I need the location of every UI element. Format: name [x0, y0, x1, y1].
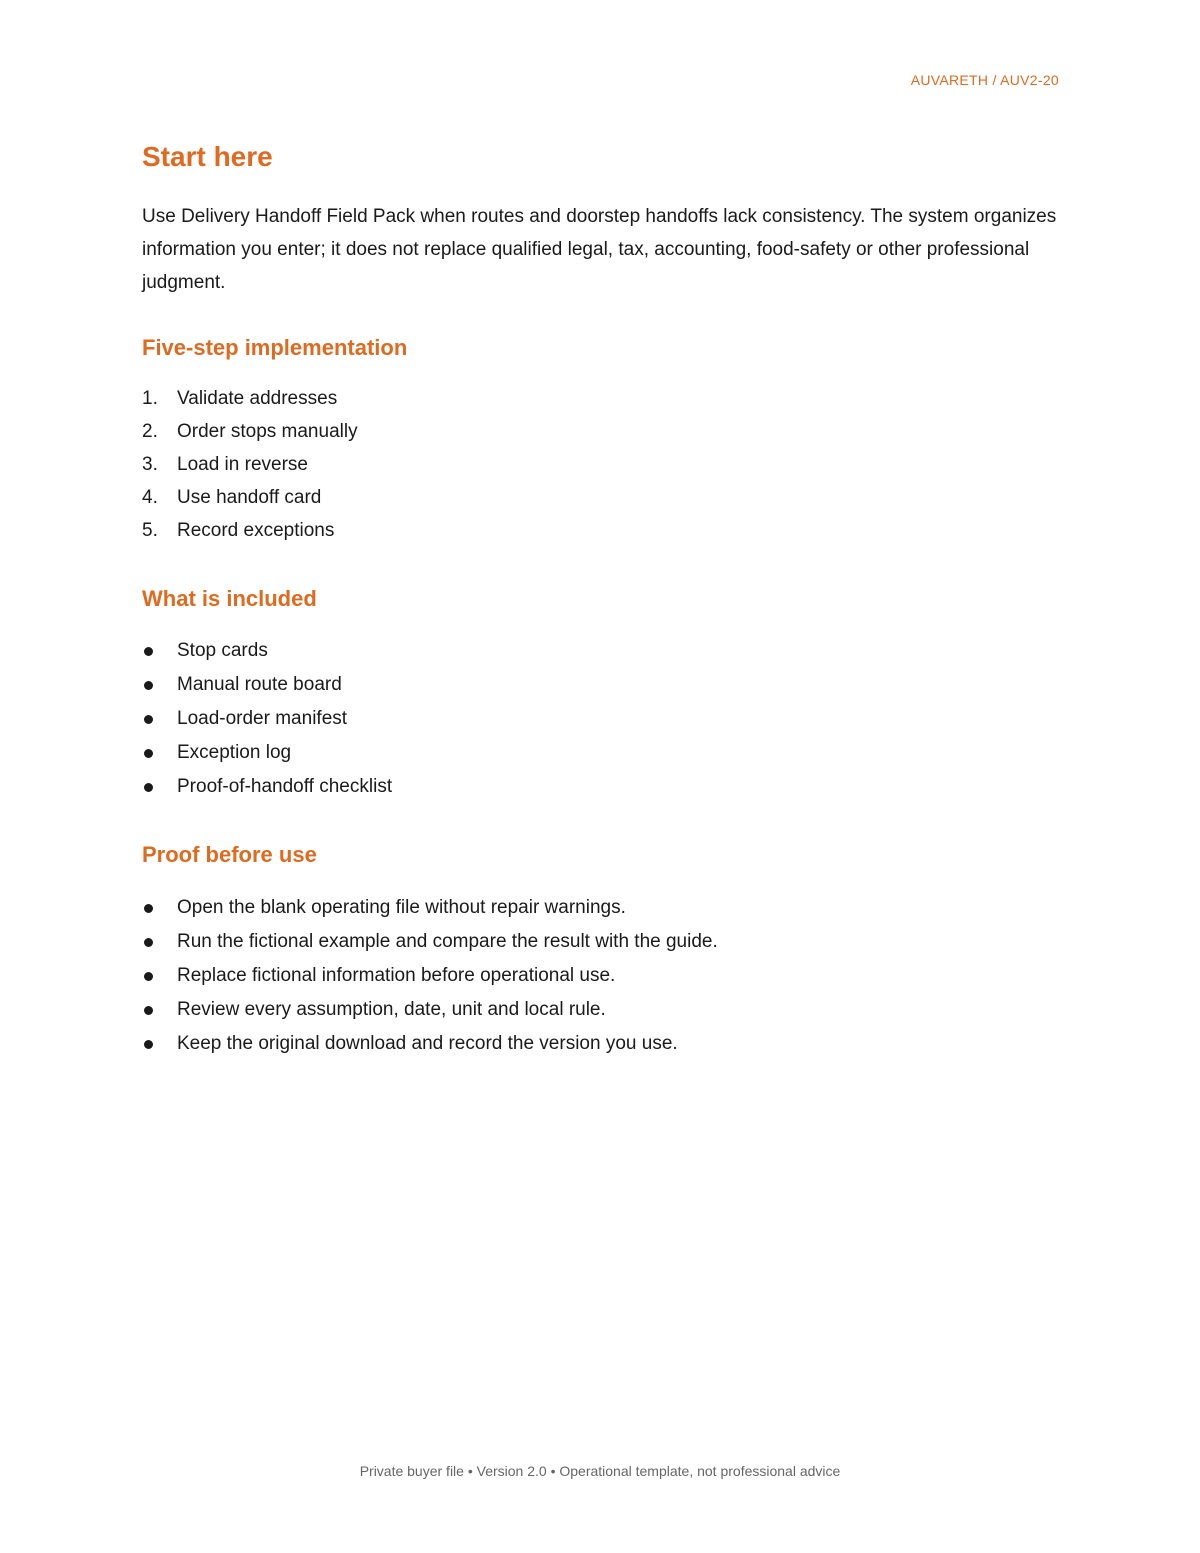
- included-item-text: Stop cards: [177, 640, 268, 662]
- document-body: [142, 140, 1062, 1061]
- bullet-icon: [144, 715, 153, 724]
- included-item-text: Manual route board: [177, 674, 342, 696]
- step-number: 5.: [142, 520, 158, 542]
- proof-item-text: Keep the original download and record the version you use.: [177, 1032, 678, 1054]
- bullet-marker: [142, 708, 177, 730]
- intro-paragraph: Use Delivery Handoff Field Pack when routes and doorstep handoffs lack consistency. The system organizes information you enter; it does not replace qualified legal, tax, accounting, food-safety or other professional judgment.: [142, 205, 1057, 293]
- list-item: [142, 770, 1062, 804]
- step-text: Validate addresses: [177, 388, 338, 410]
- step-text: Load in reverse: [177, 454, 308, 476]
- bullet-icon: [144, 1040, 153, 1049]
- included-heading: What is included: [142, 585, 317, 611]
- proof-item-text: Review every assumption, date, unit and local rule.: [177, 998, 606, 1020]
- included-item-text: Load-order manifest: [177, 708, 348, 730]
- bullet-icon: [144, 681, 153, 690]
- bullet-icon: [144, 938, 153, 947]
- proof-item-text: Replace fictional information before operational use.: [177, 964, 616, 986]
- bullet-marker: [142, 742, 177, 764]
- bullet-icon: [144, 1006, 153, 1015]
- bullet-icon: [144, 904, 153, 913]
- list-item: [142, 482, 1062, 515]
- steps-heading: Five-step implementation: [142, 334, 408, 360]
- bullet-marker: [142, 931, 177, 953]
- list-item: [142, 959, 1062, 993]
- list-item: [142, 668, 1062, 702]
- list-item: [142, 515, 1062, 548]
- bullet-marker: [142, 999, 177, 1021]
- step-number: 3.: [142, 454, 158, 476]
- list-item: [142, 634, 1062, 668]
- list-item: [142, 416, 1062, 449]
- bullet-icon: [144, 783, 153, 792]
- step-number: 2.: [142, 421, 158, 443]
- bullet-marker: [142, 965, 177, 987]
- included-item-text: Proof-of-handoff checklist: [177, 776, 393, 798]
- bullet-marker: [142, 674, 177, 696]
- bullet-icon: [144, 647, 153, 656]
- proof-list: [142, 891, 1062, 1061]
- bullet-marker: [142, 776, 177, 798]
- included-item-text: Exception log: [177, 742, 292, 764]
- list-item: [142, 702, 1062, 736]
- step-text: Record exceptions: [177, 520, 335, 542]
- document-reference: AUVARETH / AUV2-20: [910, 72, 1059, 88]
- bullet-icon: [144, 972, 153, 981]
- step-text: Order stops manually: [177, 421, 358, 443]
- list-item: [142, 1027, 1062, 1061]
- included-list: [142, 634, 1062, 804]
- list-item: [142, 383, 1062, 416]
- bullet-icon: [144, 749, 153, 758]
- page-footer: Private buyer file • Version 2.0 • Operational template, not professional advice: [359, 1463, 841, 1479]
- proof-item-text: Run the fictional example and compare the result with the guide.: [177, 930, 718, 952]
- proof-item-text: Open the blank operating file without repair warnings.: [177, 896, 626, 918]
- step-number: 1.: [142, 388, 158, 410]
- list-item: [142, 449, 1062, 482]
- list-item: [142, 925, 1062, 959]
- list-item: [142, 891, 1062, 925]
- proof-heading: Proof before use: [142, 842, 317, 868]
- bullet-marker: [142, 897, 177, 919]
- list-item: [142, 993, 1062, 1027]
- step-number: 4.: [142, 487, 158, 509]
- bullet-marker: [142, 1033, 177, 1055]
- bullet-marker: [142, 640, 177, 662]
- steps-list: [142, 383, 1062, 548]
- list-item: [142, 736, 1062, 770]
- page-title: Start here: [142, 141, 273, 172]
- step-text: Use handoff card: [177, 487, 322, 509]
